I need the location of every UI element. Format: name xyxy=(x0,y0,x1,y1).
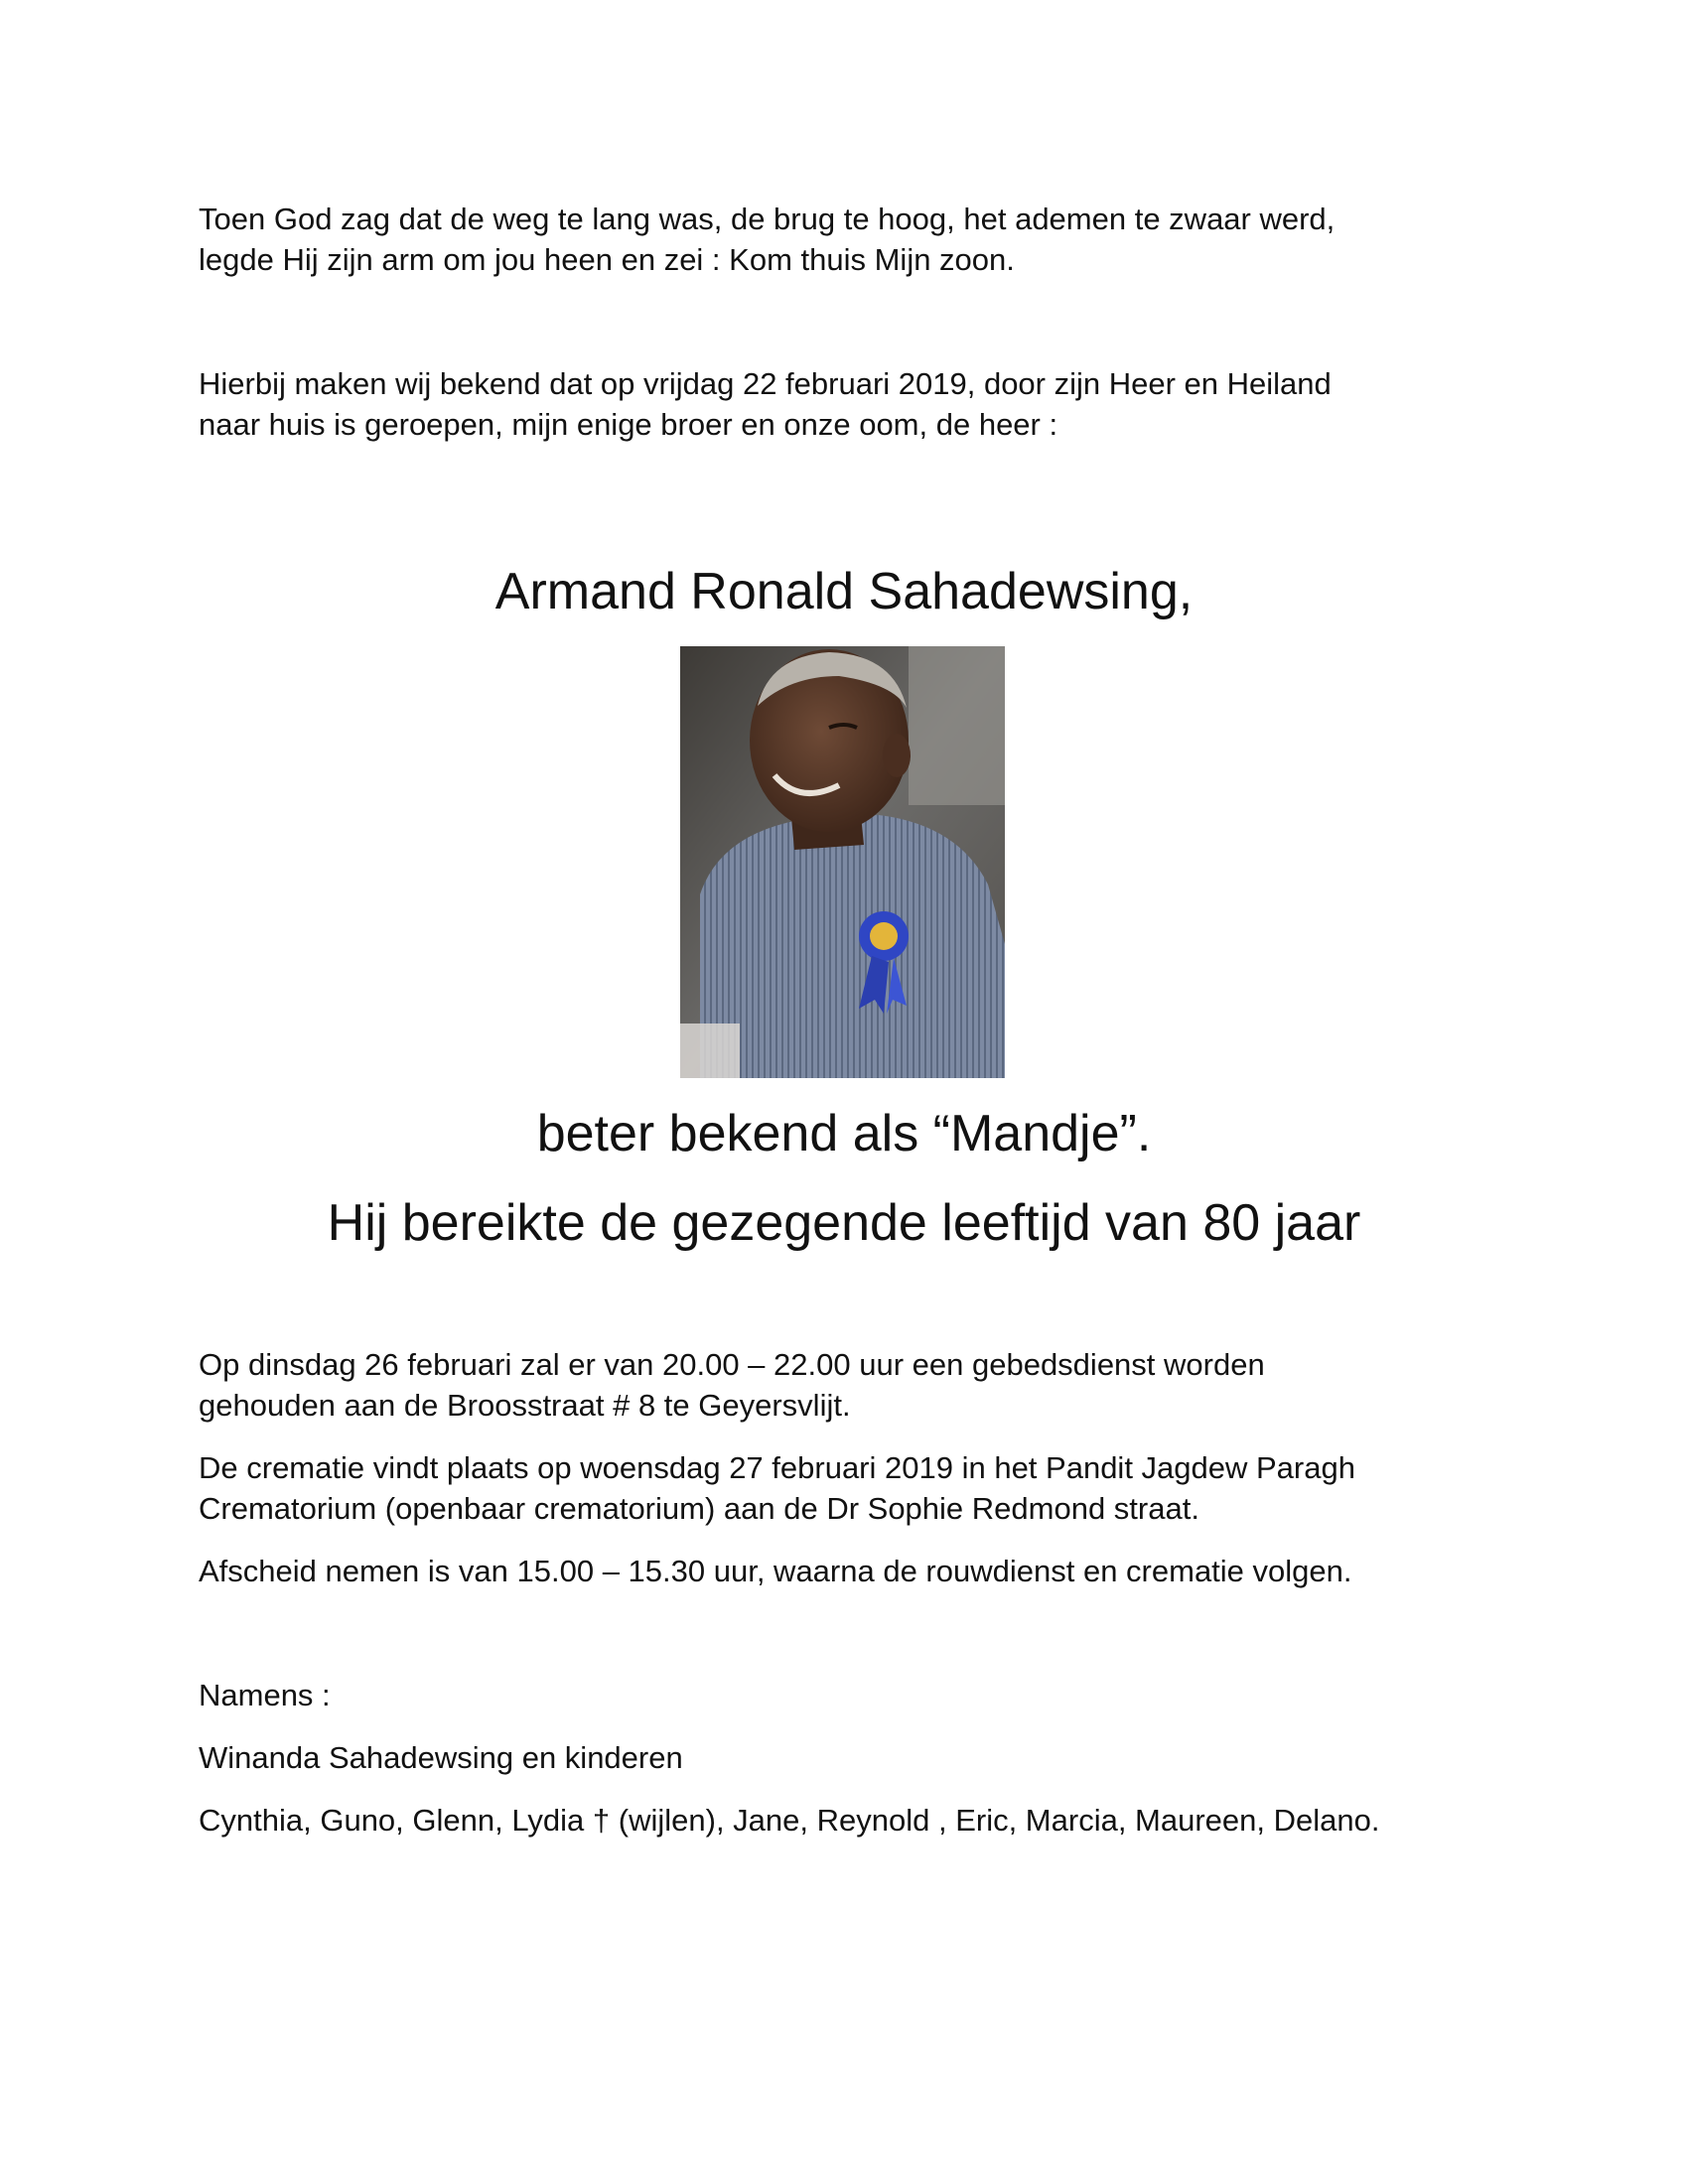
prayer-service-line-1: Op dinsdag 26 februari zal er van 20.00 – 22.00 uur een gebedsdienst worden xyxy=(199,1347,1265,1382)
portrait-photo xyxy=(680,646,1005,1078)
deceased-name: Armand Ronald Sahadewsing, xyxy=(494,563,1194,620)
signoff-label: Namens : xyxy=(199,1678,331,1712)
nickname-line: beter bekend als “Mandje”. xyxy=(536,1105,1152,1162)
intro-line-1: Toen God zag dat de weg te lang was, de brug te hoog, het ademen te zwaar werd, xyxy=(199,202,1336,236)
signoff-family: Winanda Sahadewsing en kinderen xyxy=(199,1740,683,1775)
farewell-line: Afscheid nemen is van 15.00 – 15.30 uur, waarna de rouwdienst en crematie volgen. xyxy=(199,1554,1352,1588)
announcement-line-1: Hierbij maken wij bekend dat op vrijdag 22 februari 2019, door zijn Heer en Heiland xyxy=(199,366,1332,401)
announcement-line-2: naar huis is geroepen, mijn enige broer en onze oom, de heer : xyxy=(199,407,1058,442)
prayer-service-line-2: gehouden aan de Broosstraat # 8 te Geyersvlijt. xyxy=(199,1388,851,1423)
intro-line-2: legde Hij zijn arm om jou heen en zei : Kom thuis Mijn zoon. xyxy=(199,242,1015,277)
signoff-children: Cynthia, Guno, Glenn, Lydia † (wijlen), Jane, Reynold , Eric, Marcia, Maureen, Delano. xyxy=(199,1803,1380,1838)
cremation-line-1: De crematie vindt plaats op woensdag 27 februari 2019 in het Pandit Jagdew Paragh xyxy=(199,1450,1355,1485)
cremation-line-2: Crematorium (openbaar crematorium) aan de Dr Sophie Redmond straat. xyxy=(199,1491,1199,1526)
age-line: Hij bereikte de gezegende leeftijd van 80 jaar xyxy=(327,1194,1361,1252)
